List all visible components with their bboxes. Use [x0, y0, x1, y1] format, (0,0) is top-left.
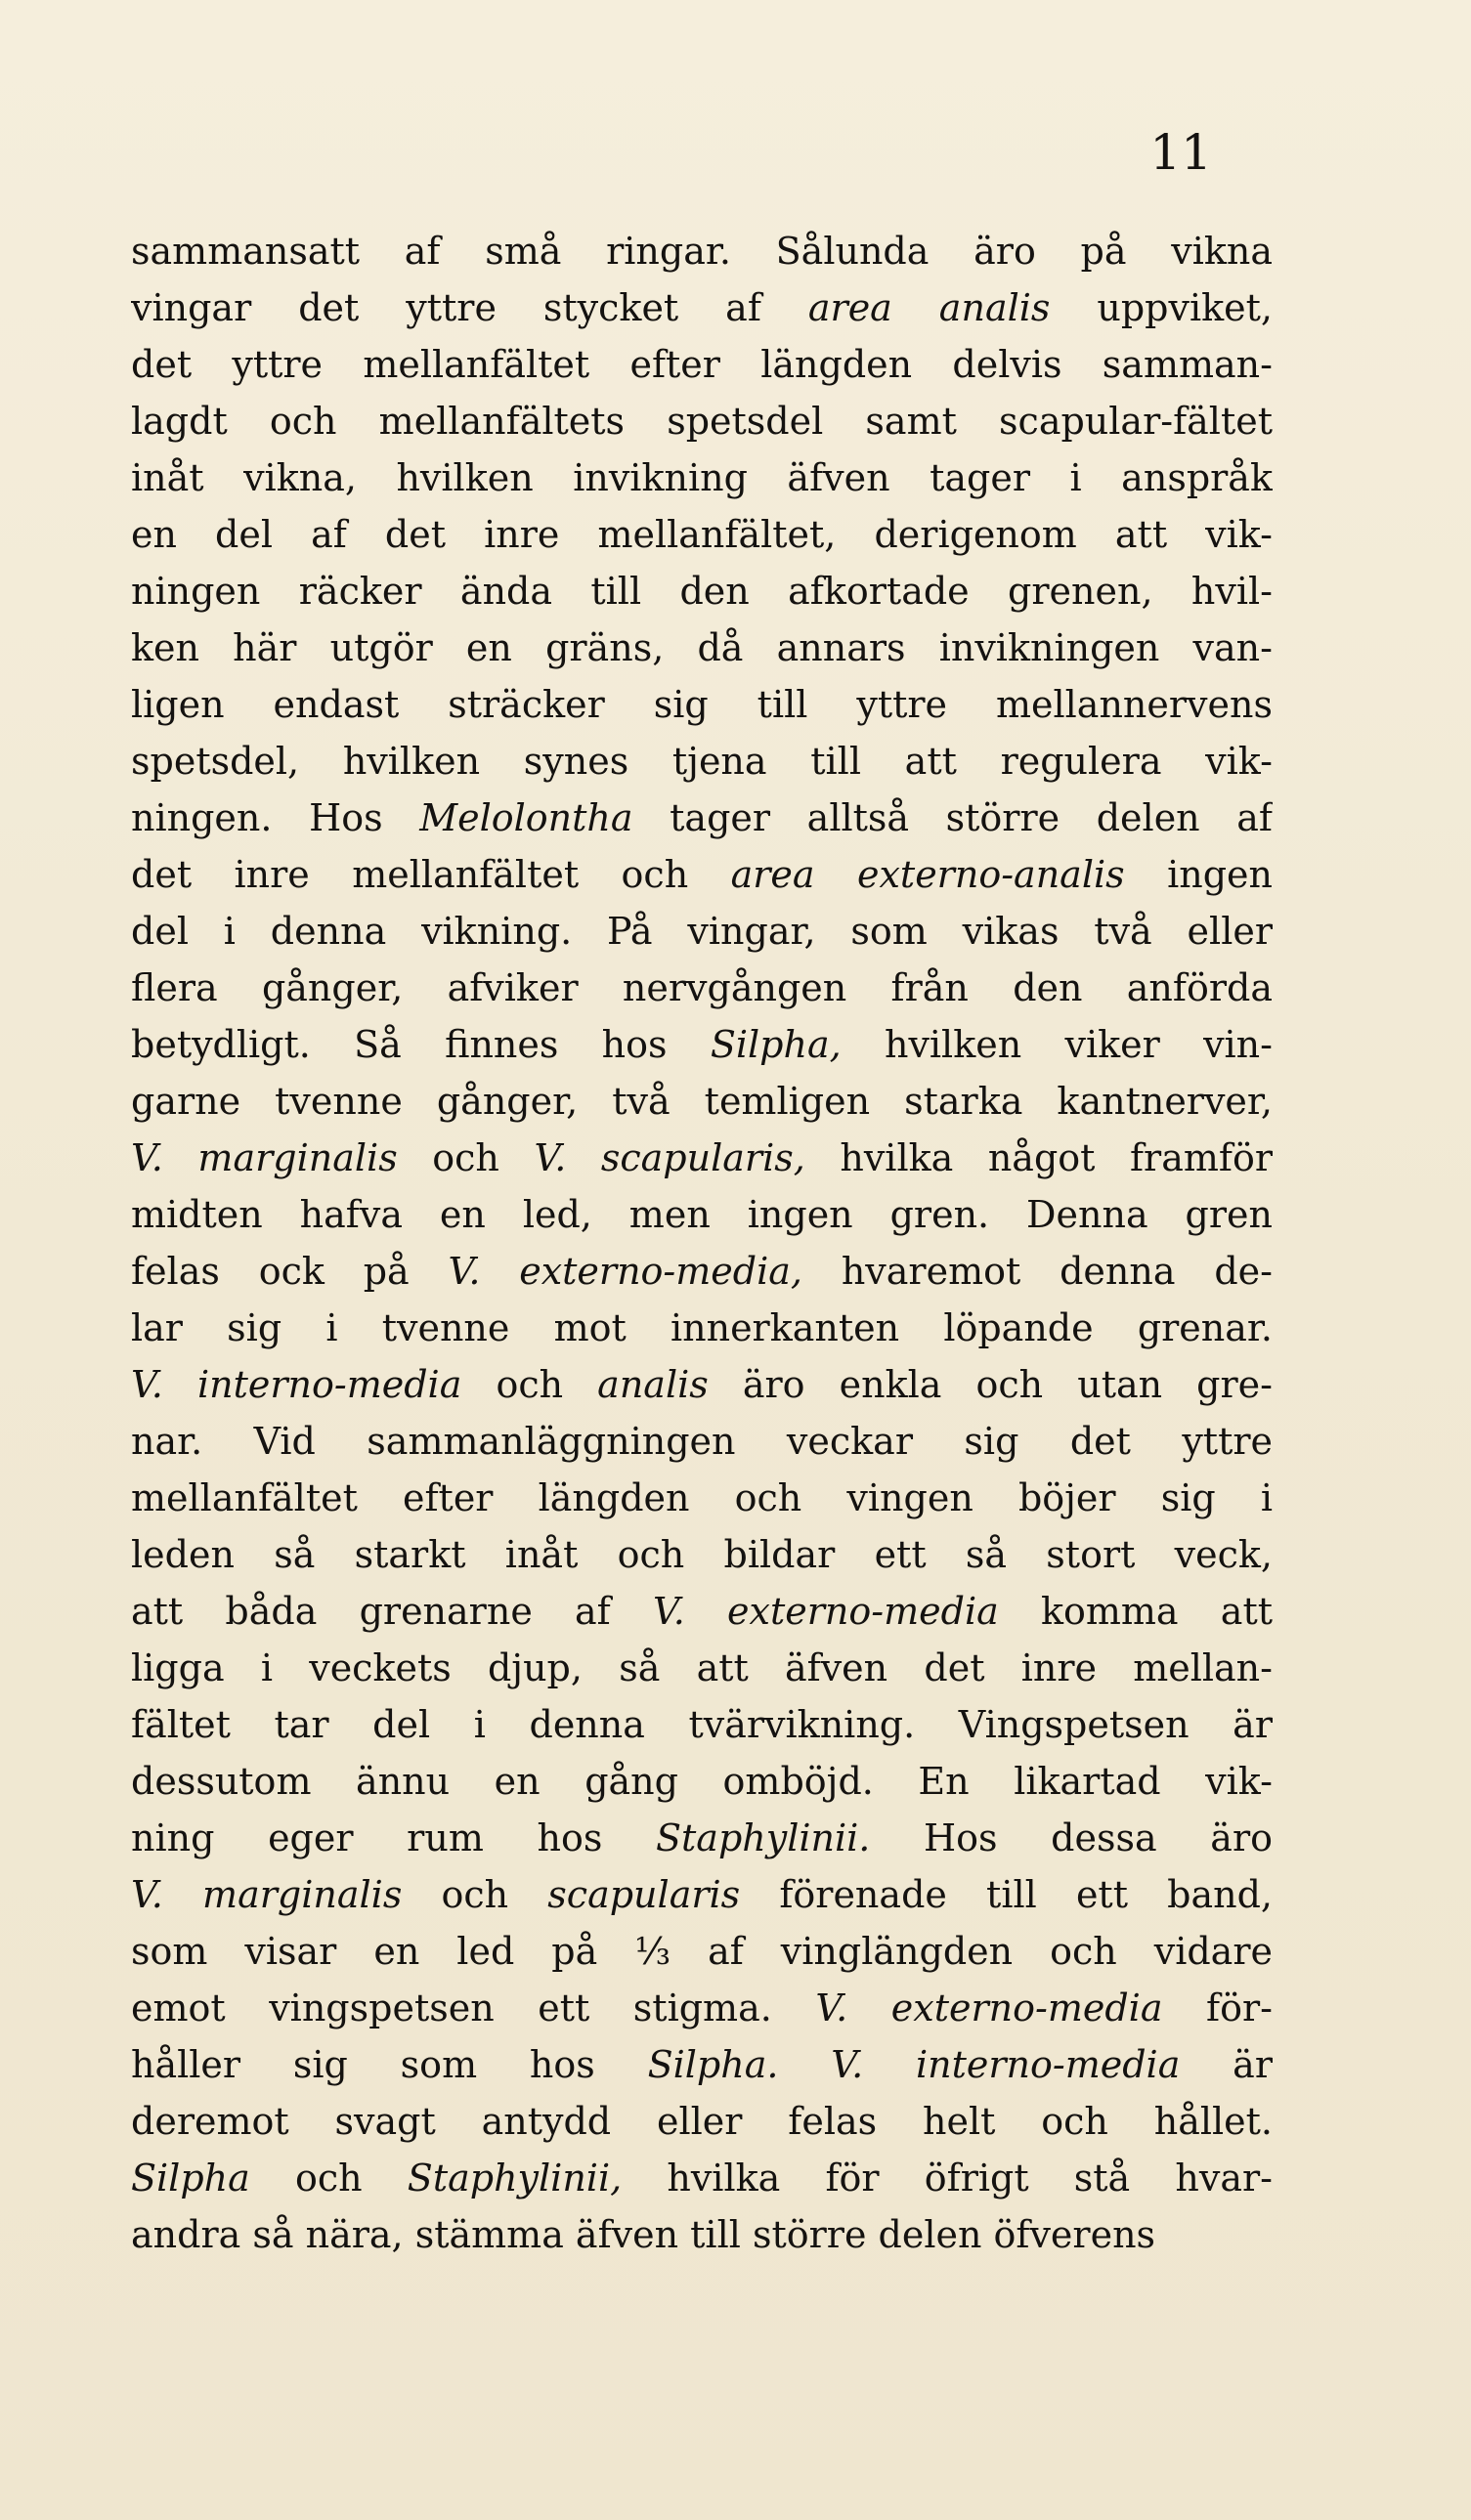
- italic-term: scapularis: [547, 1873, 741, 1916]
- text-segment: del i denna vikning. På vingar, som vikas två eller: [131, 910, 1273, 953]
- text-segment: och: [461, 1363, 598, 1406]
- text-segment: garne tvenne gånger, två temligen starka kantnerver,: [131, 1080, 1273, 1123]
- text-segment: felas ock på: [131, 1250, 449, 1293]
- italic-term: Staphylinii.: [655, 1816, 871, 1859]
- text-segment: spetsdel, hvilken synes tjena till att regulera vik-: [131, 740, 1273, 783]
- text-segment: ningen. Hos: [131, 796, 420, 839]
- text-line: [131, 223, 1273, 279]
- text-segment: flera gånger, afviker nervgången från den anförda: [131, 966, 1273, 1009]
- text-segment: ligga i veckets djup, så att äfven det inre mellan-: [131, 1646, 1273, 1689]
- italic-term: V. externo-media: [652, 1590, 999, 1633]
- text-segment: det yttre mellanfältet efter längden delvis samman-: [131, 343, 1273, 386]
- italic-term: V. interno-media: [831, 2043, 1181, 2086]
- text-segment: håller sig som hos: [131, 2043, 648, 2086]
- text-line: [131, 1356, 1273, 1413]
- italic-term: area externo-analis: [730, 853, 1125, 896]
- text-line: [131, 1186, 1273, 1243]
- text-line: [131, 2206, 1273, 2263]
- text-segment: hvilka för öfrigt stå hvar-: [622, 2157, 1273, 2200]
- italic-term: Silpha.: [647, 2043, 779, 2086]
- text-line: [131, 336, 1273, 393]
- italic-term: V. marginalis: [131, 1136, 398, 1179]
- text-segment: betydligt. Så finnes hos: [131, 1023, 711, 1066]
- text-segment: fältet tar del i denna tvärvikning. Vingspetsen är: [131, 1703, 1273, 1746]
- text-segment: ningen räcker ända till den afkortade grenen, hvil-: [131, 570, 1273, 613]
- text-segment: andra så nära, stämma äfven till större delen öfverens: [131, 2213, 1156, 2256]
- italic-term: Silpha: [131, 2157, 250, 2200]
- text-line: [131, 619, 1273, 676]
- text-line: [131, 1980, 1273, 2036]
- text-segment: och: [249, 2157, 408, 2200]
- text-line: [131, 2036, 1273, 2093]
- text-line: [131, 733, 1273, 790]
- text-line: [131, 2093, 1273, 2150]
- text-segment: [778, 2043, 831, 2086]
- italic-term: V. externo-media: [815, 1986, 1163, 2029]
- text-segment: hvaremot denna de-: [802, 1250, 1273, 1293]
- text-segment: ken här utgör en gräns, då annars invikningen van-: [131, 626, 1273, 669]
- text-segment: mellanfältet efter längden och vingen böjer sig i: [131, 1476, 1273, 1519]
- text-segment: äro enkla och utan gre-: [708, 1363, 1273, 1406]
- text-segment: hvilken viker vin-: [841, 1023, 1273, 1066]
- text-segment: tager alltså större delen af: [632, 796, 1273, 839]
- text-line: [131, 1073, 1273, 1130]
- text-segment: leden så starkt inåt och bildar ett så stort veck,: [131, 1533, 1273, 1576]
- italic-term: Melolontha: [419, 796, 633, 839]
- text-line: [131, 1300, 1273, 1356]
- text-segment: inåt vikna, hvilken invikning äfven tager i anspråk: [131, 456, 1273, 499]
- text-line: [131, 2150, 1273, 2206]
- text-segment: sammansatt af små ringar. Sålunda äro på vikna: [131, 230, 1273, 273]
- text-segment: komma att: [998, 1590, 1273, 1633]
- text-segment: deremot svagt antydd eller felas helt och hållet.: [131, 2100, 1273, 2143]
- text-line: [131, 279, 1273, 336]
- text-line: [131, 1470, 1273, 1526]
- italic-term: analis: [597, 1363, 709, 1406]
- italic-term: V. marginalis: [131, 1873, 403, 1916]
- text-line: [131, 1243, 1273, 1300]
- text-segment: en del af det inre mellanfältet, derigenom att vik-: [131, 513, 1273, 556]
- text-segment: dessutom ännu en gång omböjd. En likartad vik-: [131, 1760, 1273, 1803]
- text-line: [131, 903, 1273, 960]
- italic-term: area analis: [807, 286, 1051, 329]
- text-segment: uppviket,: [1050, 286, 1273, 329]
- text-line: [131, 1810, 1273, 1866]
- text-segment: att båda grenarne af: [131, 1590, 653, 1633]
- text-segment: som visar en led på ⅓ af vinglängden och vidare: [131, 1930, 1273, 1973]
- text-line: [131, 1583, 1273, 1640]
- text-line: [131, 393, 1273, 449]
- italic-term: V. scapularis,: [534, 1136, 805, 1179]
- page-number: 11: [1149, 124, 1212, 181]
- text-segment: midten hafva en led, men ingen gren. Denna gren: [131, 1193, 1273, 1236]
- text-line: [131, 1526, 1273, 1583]
- text-segment: och: [402, 1873, 548, 1916]
- text-line: [131, 1866, 1273, 1923]
- text-line: [131, 1923, 1273, 1980]
- text-segment: förenade till ett band,: [740, 1873, 1273, 1916]
- text-line: [131, 846, 1273, 903]
- text-segment: för-: [1162, 1986, 1273, 2029]
- text-segment: hvilka något framför: [804, 1136, 1273, 1179]
- text-segment: nar. Vid sammanläggningen veckar sig det yttre: [131, 1420, 1273, 1463]
- text-segment: ligen endast sträcker sig till yttre mellannervens: [131, 683, 1273, 726]
- text-segment: lagdt och mellanfältets spetsdel samt scapular-fältet: [131, 400, 1273, 443]
- text-line: [131, 449, 1273, 506]
- text-segment: Hos dessa äro: [870, 1816, 1273, 1859]
- text-line: [131, 1640, 1273, 1696]
- text-line: [131, 1130, 1273, 1186]
- text-line: [131, 676, 1273, 733]
- text-line: [131, 1696, 1273, 1753]
- text-line: [131, 960, 1273, 1016]
- italic-term: V. externo-media,: [448, 1250, 802, 1293]
- italic-term: Silpha,: [710, 1023, 842, 1066]
- text-line: [131, 1413, 1273, 1470]
- text-segment: emot vingspetsen ett stigma.: [131, 1986, 816, 2029]
- text-segment: ning eger rum hos: [131, 1816, 656, 1859]
- text-line: [131, 1753, 1273, 1810]
- text-line: [131, 1016, 1273, 1073]
- text-segment: ingen: [1124, 853, 1273, 896]
- italic-term: V. interno-media: [131, 1363, 462, 1406]
- text-segment: det inre mellanfältet och: [131, 853, 731, 896]
- text-segment: vingar det yttre stycket af: [131, 286, 808, 329]
- italic-term: Staphylinii,: [407, 2157, 623, 2200]
- text-segment: och: [397, 1136, 535, 1179]
- text-line: [131, 563, 1273, 619]
- text-line: [131, 790, 1273, 846]
- body-text: [131, 223, 1273, 2263]
- text-line: [131, 506, 1273, 563]
- text-segment: lar sig i tvenne mot innerkanten löpande grenar.: [131, 1306, 1273, 1349]
- text-segment: är: [1180, 2043, 1273, 2086]
